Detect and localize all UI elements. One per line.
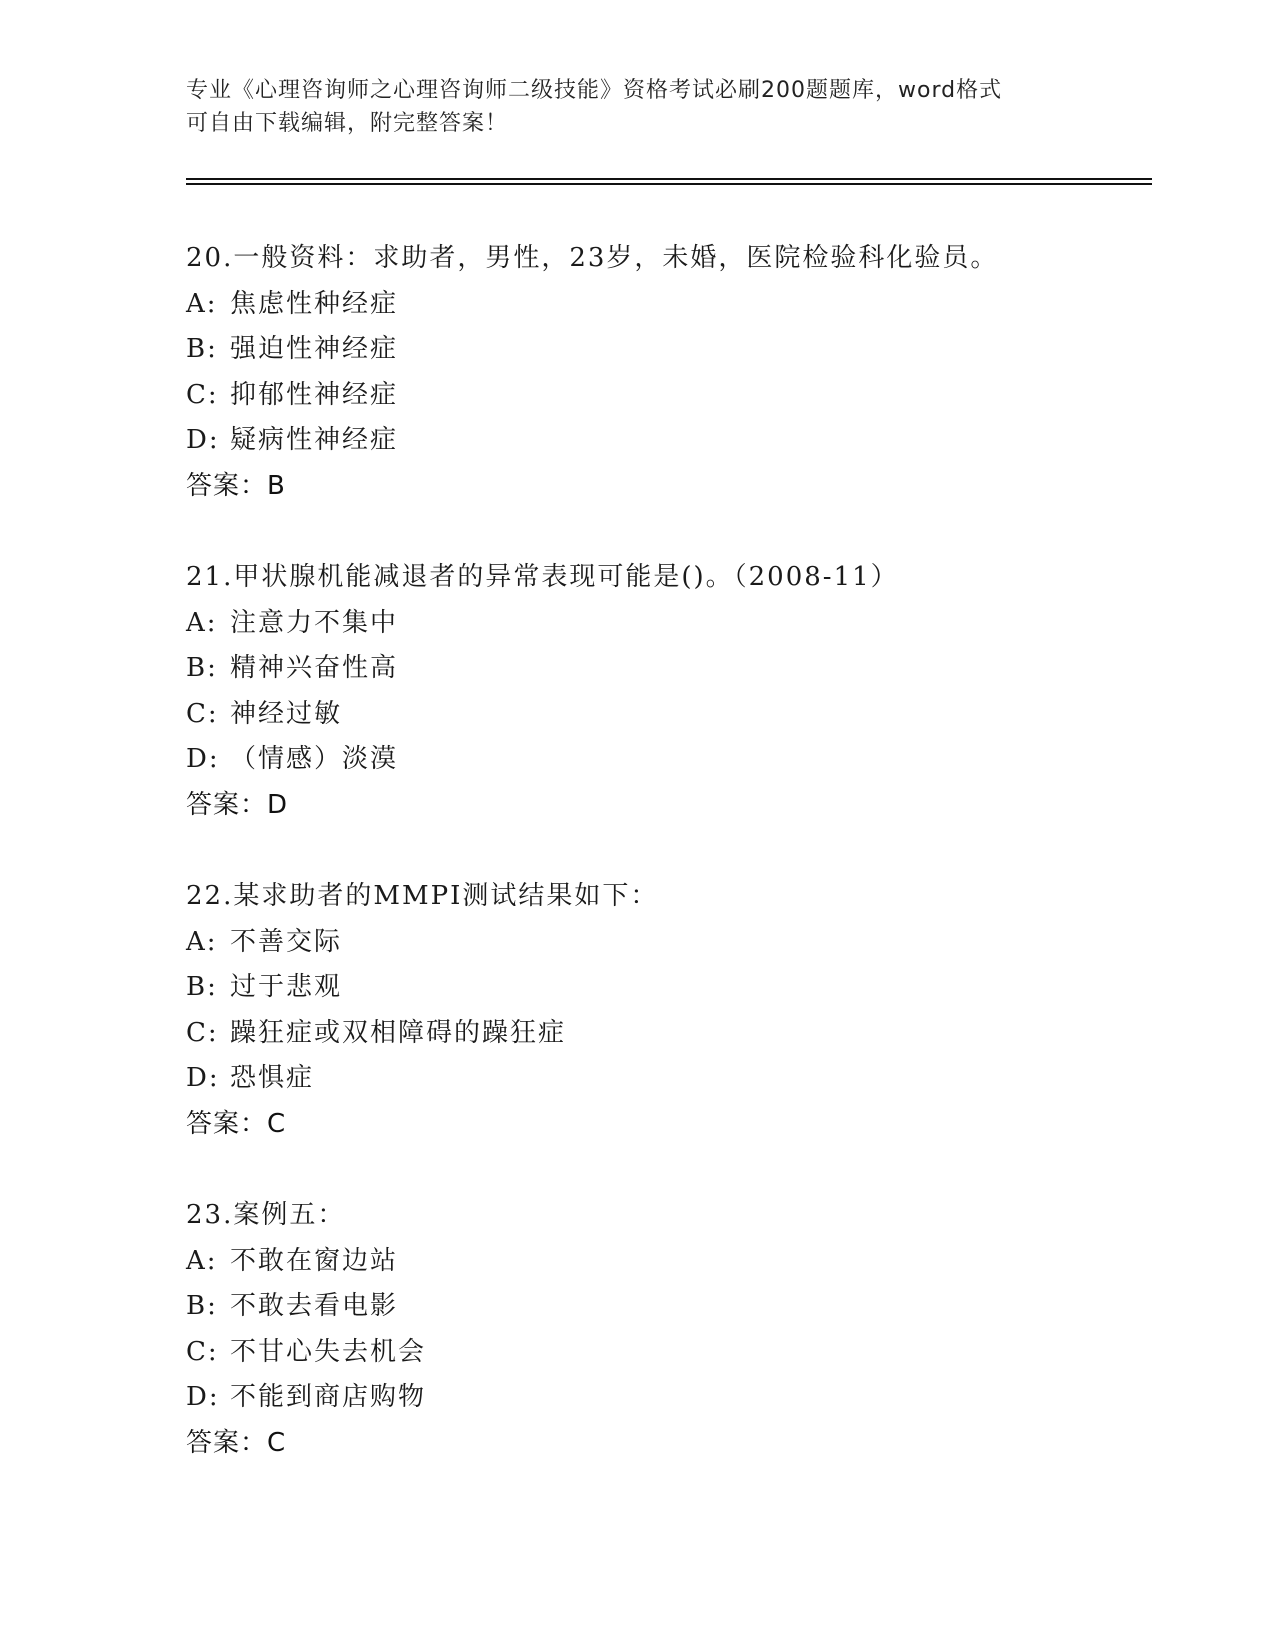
option-letter: B:: [186, 972, 218, 1002]
option-d: [186, 737, 1146, 783]
question-21: [186, 555, 1146, 828]
question-stem: 23.案例五：: [186, 1200, 346, 1230]
option-letter: B:: [186, 334, 218, 364]
question-stem: 20.一般资料：求助者，男性，23岁，未婚，医院检验科化验员。: [186, 243, 999, 273]
question-stem: 22.某求助者的MMPI测试结果如下：: [186, 881, 659, 911]
question-20: [186, 236, 1146, 509]
option-letter: B:: [186, 653, 218, 683]
option-c: [186, 373, 1146, 419]
option-text: 精神兴奋性高: [230, 653, 399, 683]
option-d: [186, 1056, 1146, 1102]
option-text: 焦虑性种经症: [230, 288, 399, 319]
question-23: [186, 1193, 1146, 1466]
option-a: [186, 1239, 1146, 1285]
option-a: [186, 601, 1146, 647]
option-text: （情感）淡漠: [230, 744, 399, 774]
option-c: [186, 692, 1146, 738]
question-stem: 21.甲状腺机能减退者的异常表现可能是()。（2008-11）: [186, 562, 899, 592]
option-text: 恐惧症: [230, 1063, 315, 1093]
option-letter: C:: [186, 1336, 219, 1367]
option-text: 躁狂症或双相障碍的躁狂症: [230, 1017, 567, 1048]
option-letter: A:: [186, 607, 218, 638]
option-b: [186, 1284, 1146, 1330]
header-line-1: 专业《心理咨询师之心理咨询师二级技能》资格考试必刷200题题库，word格式: [186, 78, 1003, 103]
answer-line: 答案：B: [186, 470, 286, 501]
option-d: [186, 418, 1146, 464]
option-b: [186, 646, 1146, 692]
document-header: [186, 74, 1066, 140]
option-text: 注意力不集中: [230, 607, 399, 638]
option-text: 不敢在窗边站: [230, 1245, 399, 1276]
option-text: 过于悲观: [230, 972, 343, 1002]
option-a: [186, 920, 1146, 966]
option-text: 不敢去看电影: [230, 1291, 399, 1321]
option-letter: C:: [186, 379, 219, 410]
option-letter: D:: [186, 1063, 220, 1093]
option-letter: C:: [186, 1017, 219, 1048]
answer-line: 答案：D: [186, 789, 289, 820]
option-letter: C:: [186, 698, 219, 729]
option-text: 抑郁性神经症: [230, 379, 399, 410]
answer-line: 答案：C: [186, 1427, 287, 1458]
header-divider-bottom: [186, 183, 1152, 185]
option-letter: D:: [186, 425, 220, 455]
question-22: [186, 874, 1146, 1147]
option-text: 不善交际: [230, 926, 343, 957]
option-text: 不甘心失去机会: [230, 1336, 427, 1367]
option-letter: B:: [186, 1291, 218, 1321]
header-line-2: 可自由下载编辑，附完整答案！: [186, 111, 509, 136]
answer-line: 答案：C: [186, 1108, 287, 1139]
option-b: [186, 327, 1146, 373]
option-letter: A:: [186, 1245, 218, 1276]
option-letter: D:: [186, 1382, 220, 1412]
option-a: [186, 282, 1146, 328]
question-list: [186, 236, 1146, 1512]
option-c: [186, 1330, 1146, 1376]
option-letter: D:: [186, 744, 220, 774]
header-divider-top: [186, 178, 1152, 180]
option-text: 不能到商店购物: [230, 1382, 427, 1412]
option-letter: A:: [186, 288, 218, 319]
option-d: [186, 1375, 1146, 1421]
option-letter: A:: [186, 926, 218, 957]
option-text: 强迫性神经症: [230, 334, 399, 364]
option-c: [186, 1011, 1146, 1057]
option-text: 神经过敏: [230, 698, 343, 729]
option-b: [186, 965, 1146, 1011]
option-text: 疑病性神经症: [230, 425, 399, 455]
